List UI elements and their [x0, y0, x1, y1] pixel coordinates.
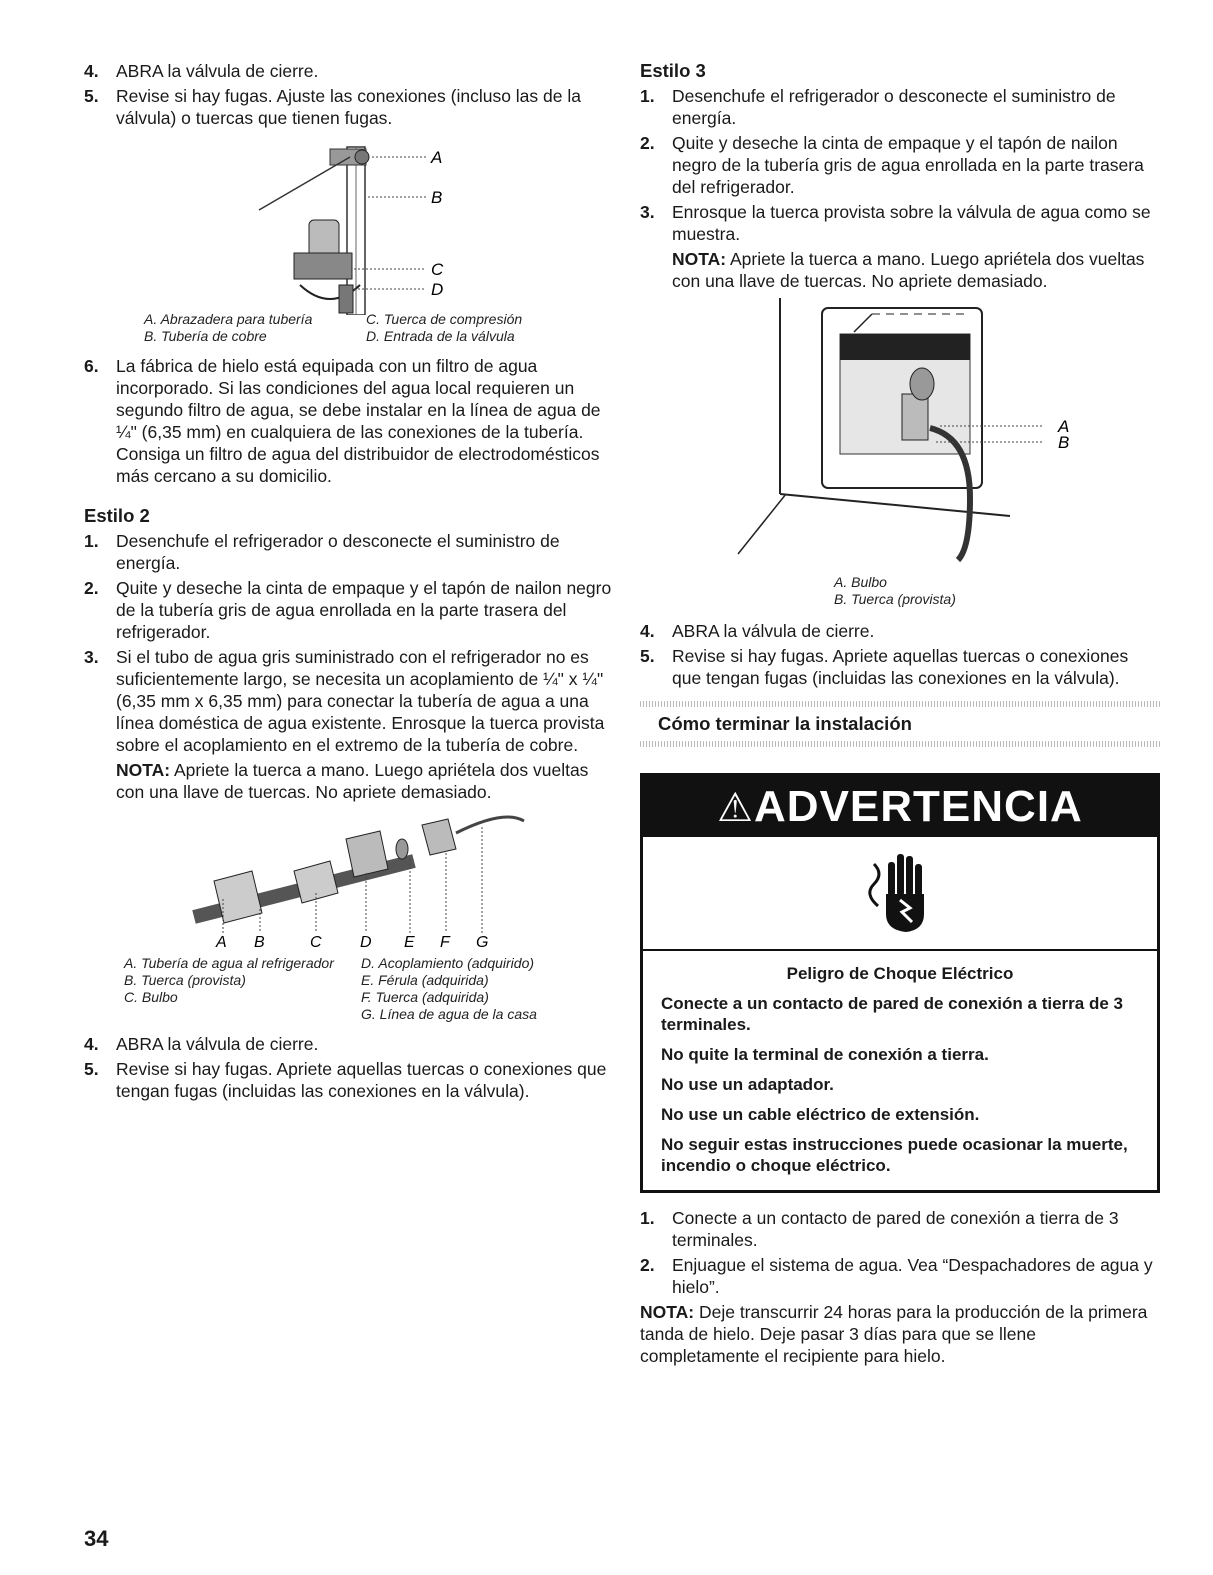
warning-box: [640, 773, 1160, 1193]
figure-label-a: A: [431, 148, 443, 167]
list-item: [84, 1033, 614, 1055]
step-text: Conecte a un contacto de pared de conexión a tierra de 3 terminales.: [672, 1208, 1119, 1250]
finish-section: [640, 701, 1160, 747]
caption-item: G. Línea de agua de la casa: [361, 1006, 537, 1022]
list-item: [640, 1207, 1160, 1251]
list-item: [84, 1058, 614, 1102]
finish-steps: [640, 1207, 1160, 1298]
filter-step: [84, 355, 614, 487]
step-number: 4.: [84, 61, 99, 81]
figure-label-b: B: [254, 934, 265, 949]
step-text: Revise si hay fugas. Apriete aquellas tuercas o conexiones que tengan fugas (incluidas las conexiones en la válvula).: [116, 1059, 607, 1101]
step-number: 1.: [640, 1208, 655, 1228]
list-item: [640, 85, 1160, 129]
divider: [640, 741, 1160, 747]
warning-body: [643, 951, 1157, 1190]
step-text: Desenchufe el refrigerador o desconecte el suministro de energía.: [116, 531, 560, 573]
water-valve-figure: [640, 298, 1160, 568]
step-number: 3.: [640, 202, 655, 222]
list-item: [84, 85, 614, 129]
caption-item: C. Bulbo: [124, 989, 178, 1005]
step-number: 5.: [84, 1059, 99, 1079]
water-valve-illustration: [640, 298, 1160, 568]
note-text: Apriete la tuerca a mano. Luego apriétela dos vueltas con una llave de tuercas. No apriete demasiado.: [116, 760, 589, 802]
step-text: Revise si hay fugas. Apriete aquellas tuercas o conexiones que tengan fugas (incluidas las conexiones en la válvula).: [672, 646, 1129, 688]
list-item: [640, 620, 1160, 642]
note: [116, 759, 614, 803]
step-text: La fábrica de hielo está equipada con un filtro de agua incorporado. Si las condiciones del agua local requieren un segundo filtro de agua, se debe instalar en la línea de agua de ¼" (6,35 mm) en cualquiera de las conexiones de la tubería. Consiga un filtro de agua del distribuidor de electrodomésticos más cercano a su domicilio.: [116, 356, 601, 486]
note-text: Apriete la tuerca a mano. Luego apriétela dos vueltas con una llave de tuercas. No apriete demasiado.: [672, 249, 1145, 291]
note: [672, 248, 1160, 292]
step-number: 5.: [640, 646, 655, 666]
electric-shock-icon: [643, 837, 1157, 951]
step-text: Quite y deseche la cinta de empaque y el tapón de nailon negro de la tubería gris de agua enrollada en la parte trasera del refrigerador.: [116, 578, 612, 642]
warning-triangle-icon: ⚠: [717, 786, 755, 830]
note-label: NOTA:: [640, 1302, 695, 1322]
valve-figure: [84, 135, 614, 315]
step-text: ABRA la válvula de cierre.: [116, 61, 319, 81]
step-text: Desenchufe el refrigerador o desconecte el suministro de energía.: [672, 86, 1116, 128]
caption-item: E. Férula (adquirida): [361, 972, 489, 988]
figure-label-d: D: [431, 280, 444, 299]
caption-item: A. Abrazadera para tubería: [144, 311, 313, 327]
caption-item: D. Acoplamiento (adquirido): [361, 955, 535, 971]
list-item: [640, 132, 1160, 198]
step-number: 3.: [84, 647, 99, 667]
figure-label-g: G: [476, 934, 489, 949]
valve-illustration: [84, 135, 614, 315]
page-number: 34: [84, 1526, 109, 1551]
list-item: [84, 355, 614, 487]
step-text: Enrosque la tuerca provista sobre la válvula de agua como se muestra.: [672, 202, 1151, 244]
caption-item: D. Entrada de la válvula: [366, 328, 515, 344]
list-item: [84, 530, 614, 574]
list-item: [84, 60, 614, 82]
caption-item: B. Tuerca (provista): [834, 591, 956, 607]
style3-end-steps: [640, 620, 1160, 689]
list-item: [84, 577, 614, 643]
step-number: 4.: [84, 1034, 99, 1054]
style2-steps: [84, 530, 614, 803]
note-text: Deje transcurrir 24 horas para la producción de la primera tanda de hielo. Deje pasar 3 días para que se llene completamente el recipiente para hielo.: [640, 1302, 1148, 1366]
right-column: [640, 60, 1160, 1367]
caption-item: A. Tubería de agua al refrigerador: [124, 955, 334, 971]
step-number: 5.: [84, 86, 99, 106]
list-item: [640, 645, 1160, 689]
hazard-title: Peligro de Choque Eléctrico: [786, 964, 1014, 983]
coupling-figure: [84, 809, 614, 949]
note: [640, 1301, 1160, 1367]
caption-item: A. Bulbo: [834, 574, 887, 590]
caption-item: C. Tuerca de compresión: [366, 311, 523, 327]
warning-line: No use un adaptador.: [661, 1075, 834, 1094]
section-heading: Estilo 2: [84, 505, 150, 526]
valve-figure-caption: [84, 311, 574, 345]
note-label: NOTA:: [672, 249, 727, 269]
figure-label-a: A: [216, 934, 227, 949]
note-label: NOTA:: [116, 760, 171, 780]
figure-label-d: D: [360, 934, 372, 949]
left-column: [84, 60, 614, 1105]
step-text: ABRA la válvula de cierre.: [116, 1034, 319, 1054]
step-text: Enjuague el sistema de agua. Vea “Despachadores de agua y hielo”.: [672, 1255, 1153, 1297]
figure-label-c: C: [431, 260, 444, 279]
list-item: [640, 201, 1160, 292]
step-text: Quite y deseche la cinta de empaque y el tapón de nailon negro de la tubería gris de agua enrollada en la parte trasera del refrigerador.: [672, 133, 1144, 197]
caption-item: B. Tubería de cobre: [144, 328, 267, 344]
list-item: [84, 646, 614, 803]
step-text: ABRA la válvula de cierre.: [672, 621, 875, 641]
coupling-illustration: [84, 809, 614, 949]
warning-header: [643, 776, 1157, 837]
section-heading: Cómo terminar la instalación: [658, 713, 912, 734]
warning-line: Conecte a un contacto de pared de conexión a tierra de 3 terminales.: [661, 994, 1123, 1034]
warning-title: ADVERTENCIA: [754, 782, 1083, 831]
step-number: 6.: [84, 356, 99, 376]
top-steps: [84, 60, 614, 129]
figure-label-c: C: [310, 934, 322, 949]
list-item: [640, 1254, 1160, 1298]
figure-label-b: B: [431, 188, 443, 207]
step-number: 2.: [640, 1255, 655, 1275]
figure-label-b: B: [1058, 433, 1070, 452]
step-number: 1.: [640, 86, 655, 106]
step-text: Revise si hay fugas. Ajuste las conexiones (incluso las de la válvula) o tuercas que tienen fugas.: [116, 86, 581, 128]
step-number: 4.: [640, 621, 655, 641]
coupling-figure-caption: [84, 955, 584, 1023]
style2-end-steps: [84, 1033, 614, 1102]
figure-label-a: A: [1058, 417, 1070, 436]
warning-line: No use un cable eléctrico de extensión.: [661, 1105, 980, 1124]
step-text: Si el tubo de agua gris suministrado con el refrigerador no es suficientemente largo, se necesita un acoplamiento de ¼" x ¼" (6,35 mm x 6,35 mm) para conectar la tubería de agua a una línea doméstica de agua existente. Enrosque la tuerca provista sobre el acoplamiento en el extremo de la tubería de cobre.: [116, 647, 605, 755]
warning-line: No seguir estas instrucciones puede ocasionar la muerte, incendio o choque eléctrico.: [661, 1135, 1128, 1175]
step-number: 2.: [640, 133, 655, 153]
caption-item: F. Tuerca (adquirida): [361, 989, 489, 1005]
figure-label-e: E: [404, 934, 415, 949]
step-number: 1.: [84, 531, 99, 551]
style3-steps: [640, 85, 1160, 292]
water-valve-caption: [640, 574, 1160, 608]
caption-item: B. Tuerca (provista): [124, 972, 246, 988]
step-number: 2.: [84, 578, 99, 598]
section-heading: Estilo 3: [640, 60, 706, 81]
figure-label-f: F: [440, 934, 450, 949]
caption-item: [124, 1006, 347, 1023]
warning-line: No quite la terminal de conexión a tierra.: [661, 1045, 989, 1064]
